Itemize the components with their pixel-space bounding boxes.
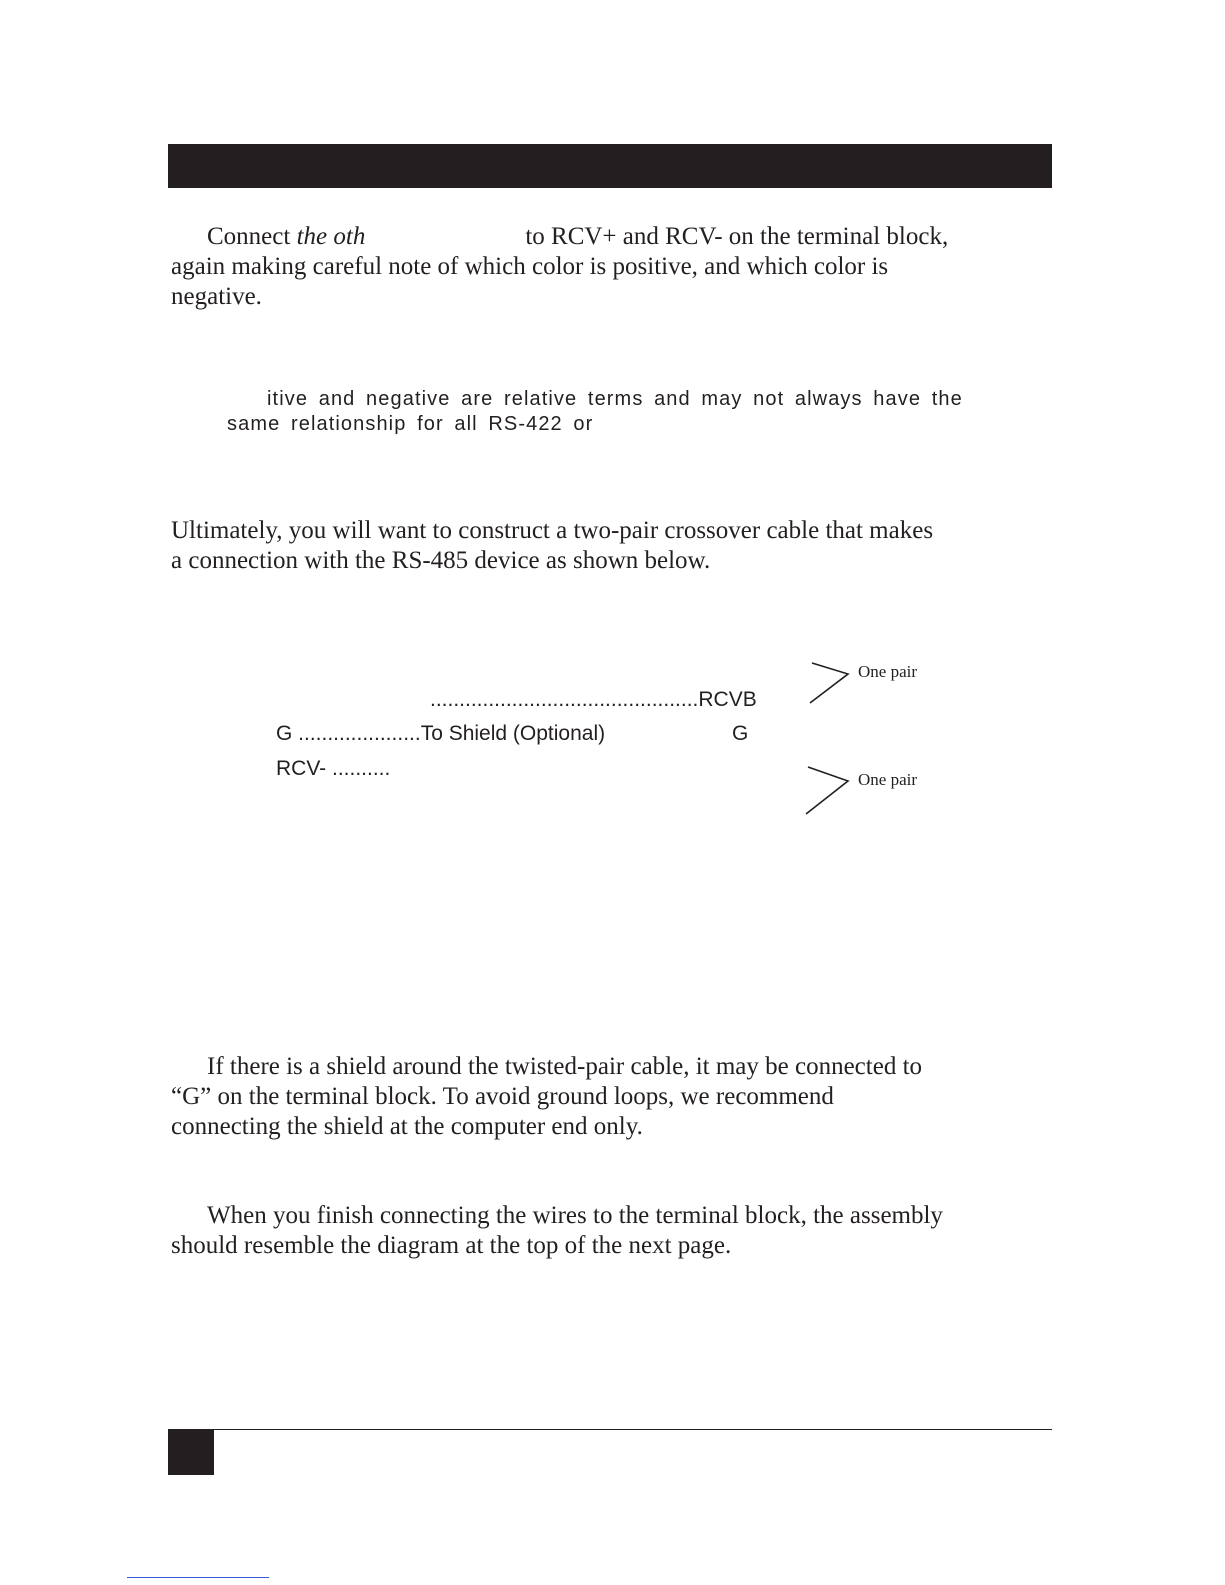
paragraph-connect-other-pair: [171, 222, 1051, 312]
paragraph-line: a connection with the RS-485 device as shown below.: [171, 547, 711, 574]
header-bar: [168, 144, 1052, 188]
paragraph-line: negative.: [171, 283, 262, 310]
link-underline: [127, 1577, 269, 1578]
paragraph-line: should resemble the diagram at the top of the next page.: [171, 1232, 732, 1259]
paragraph-shield: [171, 1052, 1051, 1142]
note-line-1: itive and negative are relative terms and may not always have the: [267, 388, 963, 410]
paragraph-line: “G” on the terminal block. To avoid ground loops, we recommend: [171, 1083, 834, 1110]
diagram-rcv-minus-line: RCV- ..........: [276, 757, 391, 780]
text-rest: to RCV+ and RCV- on the terminal block,: [525, 223, 949, 250]
diagram-g-label: G: [732, 722, 749, 745]
pair-bracket-bottom-icon: [800, 764, 860, 818]
diagram-rcvb-line: ..............................................RCVB: [430, 688, 757, 711]
pair-label-top: One pair: [858, 662, 918, 681]
pair-label-bottom: One pair: [858, 770, 918, 789]
footer-rule: [168, 1429, 1052, 1430]
paragraph-crossover-cable: [171, 516, 1051, 576]
paragraph-line: When you finish connecting the wires to the terminal block, the assembly: [207, 1202, 943, 1229]
pair-bracket-top-icon: [800, 660, 860, 710]
text-lead: Connect: [207, 223, 297, 250]
paragraph-finish-connecting: [171, 1201, 1051, 1261]
paragraph-line: Ultimately, you will want to construct a two-pair crossover cable that makes: [171, 517, 934, 544]
footer-page-block: [168, 1430, 214, 1475]
italic-text: the oth: [296, 223, 366, 250]
paragraph-line: [171, 222, 1051, 252]
diagram-shield-line: G .....................To Shield (Optional): [276, 722, 606, 745]
note-line-2: same relationship for all RS-422 or: [227, 413, 594, 435]
paragraph-line: If there is a shield around the twisted-pair cable, it may be connected to: [207, 1053, 923, 1080]
paragraph-line: again making careful note of which color is positive, and which color is: [171, 253, 889, 280]
paragraph-line: connecting the shield at the computer end only.: [171, 1113, 643, 1140]
